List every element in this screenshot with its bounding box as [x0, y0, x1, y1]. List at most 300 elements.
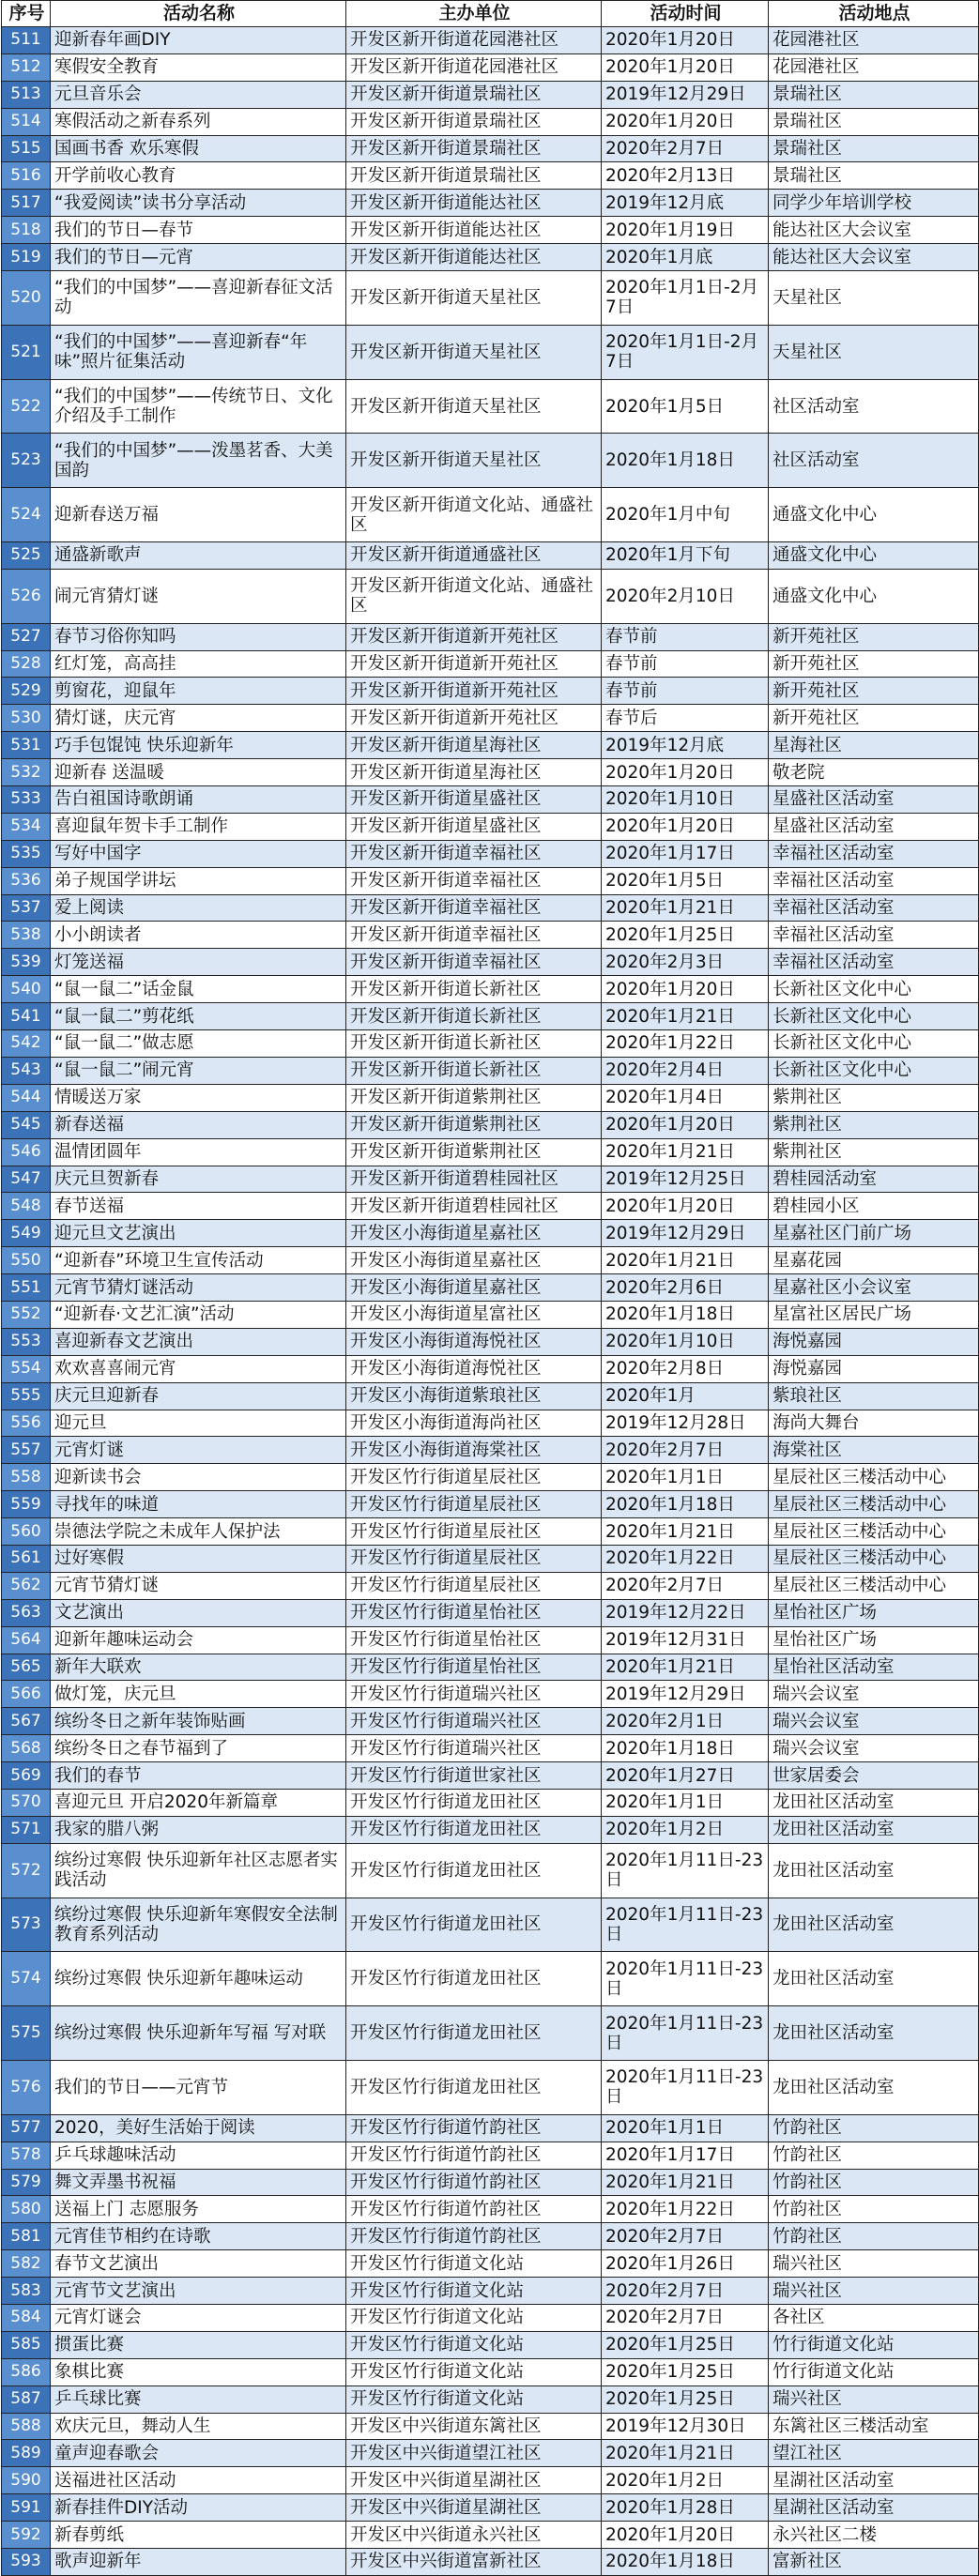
table-row	[2, 976, 979, 1003]
cell-seq: 578	[2, 2142, 51, 2169]
cell-time: 2020年1月20日	[602, 1193, 769, 1220]
cell-seq: 512	[2, 53, 51, 81]
cell-activity-name: 舞文弄墨书祝福	[51, 2169, 346, 2196]
cell-organizer: 开发区新开街道幸福社区	[346, 894, 602, 922]
cell-organizer: 开发区中兴街道东篱社区	[346, 2413, 602, 2440]
cell-seq: 573	[2, 1898, 51, 1952]
cell-location: 海悦嘉园	[769, 1355, 979, 1382]
cell-location: 星怡社区广场	[769, 1626, 979, 1654]
cell-time: 2020年1月21日	[602, 1138, 769, 1166]
cell-organizer: 开发区竹行街道龙田社区	[346, 1843, 602, 1898]
cell-time: 2019年12月29日	[602, 1681, 769, 1708]
cell-seq: 513	[2, 81, 51, 108]
cell-organizer: 开发区新开街道能达社区	[346, 244, 602, 271]
cell-seq: 550	[2, 1247, 51, 1274]
table-row	[2, 894, 979, 922]
cell-location: 竹行街道文化站	[769, 2331, 979, 2358]
cell-location: 瑞兴社区	[769, 2250, 979, 2278]
header-organizer: 主办单位	[346, 1, 602, 27]
cell-seq: 544	[2, 1084, 51, 1111]
cell-activity-name: 象棋比赛	[51, 2358, 346, 2385]
cell-time: 2020年1月11日-23日	[602, 1952, 769, 2006]
cell-location: 能达社区大会议室	[769, 217, 979, 244]
cell-organizer: 开发区新开街道星盛社区	[346, 786, 602, 814]
cell-organizer: 开发区新开街道新开苑社区	[346, 678, 602, 705]
cell-seq: 554	[2, 1355, 51, 1382]
cell-activity-name: 迎元旦文艺演出	[51, 1220, 346, 1247]
cell-organizer: 开发区新开街道花园港社区	[346, 27, 602, 54]
cell-location: 景瑞社区	[769, 108, 979, 135]
cell-seq: 529	[2, 678, 51, 705]
table-row	[2, 1789, 979, 1816]
table-row	[2, 2549, 979, 2576]
cell-organizer: 开发区新开街道长新社区	[346, 1003, 602, 1030]
table-row	[2, 271, 979, 326]
header-location: 活动地点	[769, 1, 979, 27]
cell-seq: 540	[2, 976, 51, 1003]
table-row	[2, 922, 979, 949]
cell-activity-name: “我们的中国梦”——传统节日、文化介绍及手工制作	[51, 379, 346, 434]
cell-seq: 581	[2, 2223, 51, 2250]
cell-activity-name: “鼠一鼠二”话金鼠	[51, 976, 346, 1003]
cell-location: 天星社区	[769, 271, 979, 326]
cell-time: 2020年1月22日	[602, 2196, 769, 2223]
table-row	[2, 1708, 979, 1735]
cell-organizer: 开发区竹行街道星怡社区	[346, 1626, 602, 1654]
cell-organizer: 开发区新开街道能达社区	[346, 217, 602, 244]
cell-time: 2020年2月13日	[602, 162, 769, 190]
table-row	[2, 650, 979, 678]
cell-time: 2020年1月25日	[602, 922, 769, 949]
table-row	[2, 1274, 979, 1302]
cell-time: 2020年1月18日	[602, 1735, 769, 1762]
cell-activity-name: 国画书香 欢乐寒假	[51, 135, 346, 162]
cell-location: 幸福社区活动室	[769, 922, 979, 949]
cell-organizer: 开发区竹行街道竹韵社区	[346, 2142, 602, 2169]
cell-location: 景瑞社区	[769, 81, 979, 108]
cell-organizer: 开发区竹行街道星辰社区	[346, 1464, 602, 1491]
cell-activity-name: 我们的节日—元宵	[51, 244, 346, 271]
table-row	[2, 1382, 979, 1410]
cell-time: 2020年2月7日	[602, 2304, 769, 2331]
cell-location: 社区活动室	[769, 434, 979, 488]
cell-location: 社区活动室	[769, 379, 979, 434]
table-row	[2, 1491, 979, 1518]
cell-time: 2020年2月7日	[602, 135, 769, 162]
header-seq: 序号	[2, 1, 51, 27]
cell-organizer: 开发区竹行街道文化站	[346, 2385, 602, 2413]
cell-location: 星嘉社区门前广场	[769, 1220, 979, 1247]
table-row	[2, 325, 979, 379]
table-row	[2, 1599, 979, 1626]
cell-activity-name: 我们的节日—春节	[51, 217, 346, 244]
cell-organizer: 开发区竹行街道龙田社区	[346, 1952, 602, 2006]
table-row	[2, 2494, 979, 2522]
cell-time: 2019年12月22日	[602, 1599, 769, 1626]
cell-location: 幸福社区活动室	[769, 840, 979, 867]
cell-location: 新开苑社区	[769, 650, 979, 678]
cell-seq: 574	[2, 1952, 51, 2006]
cell-organizer: 开发区小海街道星嘉社区	[346, 1274, 602, 1302]
cell-time: 2020年1月21日	[602, 1518, 769, 1546]
cell-seq: 564	[2, 1626, 51, 1654]
cell-time: 2020年2月8日	[602, 1355, 769, 1382]
cell-location: 龙田社区活动室	[769, 1952, 979, 2006]
cell-seq: 531	[2, 732, 51, 759]
cell-activity-name: “鼠一鼠二”做志愿	[51, 1030, 346, 1058]
cell-activity-name: 温情团圆年	[51, 1138, 346, 1166]
table-row	[2, 542, 979, 570]
cell-activity-name: 告白祖国诗歌朗诵	[51, 786, 346, 814]
cell-organizer: 开发区小海街道海棠社区	[346, 1437, 602, 1464]
cell-location: 竹韵社区	[769, 2223, 979, 2250]
cell-activity-name: 过好寒假	[51, 1545, 346, 1572]
cell-location: 新开苑社区	[769, 705, 979, 732]
cell-time: 2020年1月20日	[602, 2522, 769, 2549]
cell-location: 龙田社区活动室	[769, 1816, 979, 1843]
cell-seq: 577	[2, 2114, 51, 2142]
cell-activity-name: 我们的春节	[51, 1762, 346, 1790]
cell-seq: 515	[2, 135, 51, 162]
cell-seq: 526	[2, 569, 51, 623]
table-row	[2, 1111, 979, 1138]
cell-seq: 592	[2, 2522, 51, 2549]
cell-location: 竹行街道文化站	[769, 2358, 979, 2385]
cell-seq: 535	[2, 840, 51, 867]
cell-seq: 527	[2, 623, 51, 650]
cell-time: 2020年1月18日	[602, 1491, 769, 1518]
cell-organizer: 开发区新开街道天星社区	[346, 434, 602, 488]
cell-organizer: 开发区竹行街道竹韵社区	[346, 2114, 602, 2142]
cell-location: 碧桂园活动室	[769, 1166, 979, 1193]
table-row	[2, 1626, 979, 1654]
cell-activity-name: 乒乓球趣味活动	[51, 2142, 346, 2169]
table-row	[2, 2467, 979, 2494]
table-row	[2, 1301, 979, 1328]
cell-location: 长新社区文化中心	[769, 1057, 979, 1084]
cell-seq: 576	[2, 2060, 51, 2114]
cell-activity-name: 我家的腊八粥	[51, 1816, 346, 1843]
cell-seq: 556	[2, 1410, 51, 1437]
cell-activity-name: 元宵佳节相约在诗歌	[51, 2223, 346, 2250]
cell-location: 幸福社区活动室	[769, 949, 979, 976]
cell-seq: 569	[2, 1762, 51, 1790]
cell-seq: 511	[2, 27, 51, 54]
cell-time: 2019年12月30日	[602, 2413, 769, 2440]
cell-location: 星盛社区活动室	[769, 813, 979, 840]
cell-organizer: 开发区竹行街道文化站	[346, 2278, 602, 2305]
cell-activity-name: 通盛新歌声	[51, 542, 346, 570]
cell-activity-name: 欢欢喜喜闹元宵	[51, 1355, 346, 1382]
cell-organizer: 开发区新开街道幸福社区	[346, 867, 602, 894]
cell-activity-name: 情暖送万家	[51, 1084, 346, 1111]
cell-activity-name: “鼠一鼠二”剪花纸	[51, 1003, 346, 1030]
cell-location: 星嘉社区小会议室	[769, 1274, 979, 1302]
cell-activity-name: 新春剪纸	[51, 2522, 346, 2549]
cell-seq: 591	[2, 2494, 51, 2522]
cell-organizer: 开发区新开街道紫荆社区	[346, 1138, 602, 1166]
cell-activity-name: 喜迎元旦 开启2020年新篇章	[51, 1789, 346, 1816]
cell-organizer: 开发区新开街道天星社区	[346, 379, 602, 434]
cell-time: 2020年1月21日	[602, 1003, 769, 1030]
cell-organizer: 开发区新开街道天星社区	[346, 325, 602, 379]
table-row	[2, 1057, 979, 1084]
cell-time: 2019年12月28日	[602, 1410, 769, 1437]
cell-activity-name: “迎新春”环境卫生宣传活动	[51, 1247, 346, 1274]
table-row	[2, 2250, 979, 2278]
cell-seq: 567	[2, 1708, 51, 1735]
cell-time: 2020年1月1日	[602, 1789, 769, 1816]
cell-activity-name: 爱上阅读	[51, 894, 346, 922]
cell-location: 通盛文化中心	[769, 488, 979, 542]
cell-activity-name: 缤纷过寒假 快乐迎新年寒假安全法制教育系列活动	[51, 1898, 346, 1952]
cell-organizer: 开发区竹行街道龙田社区	[346, 2060, 602, 2114]
cell-time: 2020年1月18日	[602, 434, 769, 488]
table-row	[2, 623, 979, 650]
cell-activity-name: 迎新春送万福	[51, 488, 346, 542]
cell-seq: 579	[2, 2169, 51, 2196]
cell-location: 海尚大舞台	[769, 1410, 979, 1437]
table-row	[2, 135, 979, 162]
cell-activity-name: 春节送福	[51, 1193, 346, 1220]
cell-seq: 514	[2, 108, 51, 135]
cell-organizer: 开发区竹行街道瑞兴社区	[346, 1681, 602, 1708]
cell-seq: 524	[2, 488, 51, 542]
table-row	[2, 1193, 979, 1220]
cell-organizer: 开发区新开街道碧桂园社区	[346, 1166, 602, 1193]
cell-seq: 521	[2, 325, 51, 379]
cell-time: 2020年1月1日-2月7日	[602, 325, 769, 379]
table-row	[2, 1654, 979, 1681]
cell-seq: 571	[2, 1816, 51, 1843]
cell-seq: 559	[2, 1491, 51, 1518]
cell-activity-name: 元宵灯谜会	[51, 2304, 346, 2331]
table-row	[2, 2304, 979, 2331]
cell-activity-name: 送福进社区活动	[51, 2467, 346, 2494]
cell-organizer: 开发区新开街道长新社区	[346, 1030, 602, 1058]
cell-organizer: 开发区新开街道星海社区	[346, 732, 602, 759]
cell-seq: 557	[2, 1437, 51, 1464]
cell-location: 富新社区	[769, 2549, 979, 2576]
cell-time: 2020年1月11日-23日	[602, 2006, 769, 2061]
cell-seq: 575	[2, 2006, 51, 2061]
table-row	[2, 217, 979, 244]
cell-seq: 519	[2, 244, 51, 271]
cell-activity-name: 文艺演出	[51, 1599, 346, 1626]
cell-seq: 547	[2, 1166, 51, 1193]
cell-seq: 543	[2, 1057, 51, 1084]
cell-organizer: 开发区新开街道星海社区	[346, 759, 602, 786]
table-row	[2, 1898, 979, 1952]
table-row	[2, 162, 979, 190]
cell-time: 2020年2月7日	[602, 1437, 769, 1464]
table-row	[2, 1518, 979, 1546]
cell-organizer: 开发区新开街道幸福社区	[346, 949, 602, 976]
cell-activity-name: 缤纷过寒假 快乐迎新年写福 写对联	[51, 2006, 346, 2061]
cell-organizer: 开发区竹行街道竹韵社区	[346, 2196, 602, 2223]
cell-seq: 560	[2, 1518, 51, 1546]
table-row	[2, 1681, 979, 1708]
cell-time: 2020年1月20日	[602, 1111, 769, 1138]
cell-activity-name: 元旦音乐会	[51, 81, 346, 108]
cell-activity-name: 元宵节猜灯谜活动	[51, 1274, 346, 1302]
cell-organizer: 开发区新开街道文化站、通盛社区	[346, 488, 602, 542]
cell-location: 龙田社区活动室	[769, 2060, 979, 2114]
cell-organizer: 开发区新开街道新开苑社区	[346, 623, 602, 650]
cell-activity-name: 小小朗读者	[51, 922, 346, 949]
cell-activity-name: 缤纷过寒假 快乐迎新年社区志愿者实践活动	[51, 1843, 346, 1898]
cell-time: 2020年1月20日	[602, 108, 769, 135]
cell-organizer: 开发区新开街道星盛社区	[346, 813, 602, 840]
table-row	[2, 1030, 979, 1058]
cell-location: 星怡社区活动室	[769, 1654, 979, 1681]
cell-organizer: 开发区新开街道花园港社区	[346, 53, 602, 81]
cell-activity-name: 庆元旦迎新春	[51, 1382, 346, 1410]
cell-organizer: 开发区新开街道长新社区	[346, 1057, 602, 1084]
cell-time: 2020年1月底	[602, 244, 769, 271]
cell-location: 星辰社区三楼活动中心	[769, 1545, 979, 1572]
cell-seq: 548	[2, 1193, 51, 1220]
cell-location: 星辰社区三楼活动中心	[769, 1518, 979, 1546]
cell-seq: 589	[2, 2440, 51, 2467]
cell-time: 2020年1月18日	[602, 1301, 769, 1328]
cell-time: 2020年1月11日-23日	[602, 1898, 769, 1952]
cell-seq: 580	[2, 2196, 51, 2223]
cell-location: 紫荆社区	[769, 1138, 979, 1166]
cell-activity-name: 缤纷冬日之春节福到了	[51, 1735, 346, 1762]
cell-time: 2020年2月7日	[602, 2278, 769, 2305]
cell-time: 2020年1月2日	[602, 1816, 769, 1843]
cell-time: 2020年1月17日	[602, 2142, 769, 2169]
cell-time: 2019年12月29日	[602, 81, 769, 108]
cell-location: 新开苑社区	[769, 678, 979, 705]
cell-location: 长新社区文化中心	[769, 1003, 979, 1030]
table-row	[2, 1843, 979, 1898]
cell-location: 碧桂园小区	[769, 1193, 979, 1220]
cell-activity-name: 缤纷过寒假 快乐迎新年趣味运动	[51, 1952, 346, 2006]
cell-organizer: 开发区竹行街道星怡社区	[346, 1599, 602, 1626]
table-row	[2, 2169, 979, 2196]
cell-organizer: 开发区新开街道景瑞社区	[346, 162, 602, 190]
cell-time: 2020年2月7日	[602, 2223, 769, 2250]
table-row	[2, 2358, 979, 2385]
cell-time: 2020年1月4日	[602, 1084, 769, 1111]
cell-location: 永兴社区二楼	[769, 2522, 979, 2549]
cell-seq: 561	[2, 1545, 51, 1572]
cell-time: 2019年12月31日	[602, 1626, 769, 1654]
cell-location: 星辰社区三楼活动中心	[769, 1491, 979, 1518]
cell-organizer: 开发区小海街道星嘉社区	[346, 1220, 602, 1247]
cell-seq: 563	[2, 1599, 51, 1626]
cell-time: 春节前	[602, 650, 769, 678]
cell-activity-name: 送福上门 志愿服务	[51, 2196, 346, 2223]
table-row	[2, 2060, 979, 2114]
cell-location: 景瑞社区	[769, 135, 979, 162]
table-row	[2, 2114, 979, 2142]
cell-activity-name: “我们的中国梦”——泼墨茗香、大美国韵	[51, 434, 346, 488]
header-time: 活动时间	[602, 1, 769, 27]
cell-organizer: 开发区竹行街道龙田社区	[346, 2006, 602, 2061]
cell-organizer: 开发区竹行街道龙田社区	[346, 1816, 602, 1843]
table-row	[2, 1138, 979, 1166]
cell-activity-name: 开学前收心教育	[51, 162, 346, 190]
cell-location: 能达社区大会议室	[769, 244, 979, 271]
cell-time: 春节前	[602, 623, 769, 650]
cell-location: 通盛文化中心	[769, 542, 979, 570]
cell-seq: 590	[2, 2467, 51, 2494]
cell-organizer: 开发区新开街道幸福社区	[346, 922, 602, 949]
cell-organizer: 开发区中兴街道星湖社区	[346, 2494, 602, 2522]
cell-organizer: 开发区新开街道能达社区	[346, 190, 602, 217]
cell-seq: 585	[2, 2331, 51, 2358]
table-row	[2, 2278, 979, 2305]
cell-activity-name: 新春送福	[51, 1111, 346, 1138]
cell-time: 2020年1月20日	[602, 813, 769, 840]
cell-location: 星湖社区活动室	[769, 2494, 979, 2522]
table-row	[2, 2006, 979, 2061]
cell-location: 紫荆社区	[769, 1111, 979, 1138]
cell-time: 2020年2月1日	[602, 1708, 769, 1735]
cell-location: 竹韵社区	[769, 2196, 979, 2223]
cell-seq: 517	[2, 190, 51, 217]
table-row	[2, 2413, 979, 2440]
table-row	[2, 813, 979, 840]
cell-location: 龙田社区活动室	[769, 1789, 979, 1816]
cell-seq: 545	[2, 1111, 51, 1138]
cell-seq: 537	[2, 894, 51, 922]
cell-organizer: 开发区竹行街道龙田社区	[346, 1789, 602, 1816]
cell-activity-name: 春节习俗你知吗	[51, 623, 346, 650]
cell-activity-name: 红灯笼，高高挂	[51, 650, 346, 678]
cell-time: 2020年1月21日	[602, 1247, 769, 1274]
cell-seq: 532	[2, 759, 51, 786]
cell-time: 2020年1月2日	[602, 2467, 769, 2494]
cell-time: 2019年12月29日	[602, 1220, 769, 1247]
table-row	[2, 867, 979, 894]
cell-activity-name: 闹元宵猜灯谜	[51, 569, 346, 623]
cell-organizer: 开发区中兴街道永兴社区	[346, 2522, 602, 2549]
cell-activity-name: “鼠一鼠二”闹元宵	[51, 1057, 346, 1084]
cell-time: 2020年1月20日	[602, 759, 769, 786]
cell-time: 春节前	[602, 678, 769, 705]
header-row	[2, 1, 979, 27]
cell-seq: 582	[2, 2250, 51, 2278]
cell-activity-name: 童声迎春歌会	[51, 2440, 346, 2467]
cell-location: 竹韵社区	[769, 2114, 979, 2142]
cell-location: 海悦嘉园	[769, 1328, 979, 1355]
table-row	[2, 2142, 979, 2169]
cell-seq: 530	[2, 705, 51, 732]
table-row	[2, 488, 979, 542]
table-row	[2, 1410, 979, 1437]
cell-location: 天星社区	[769, 325, 979, 379]
cell-location: 瑞兴社区	[769, 2385, 979, 2413]
cell-location: 龙田社区活动室	[769, 2006, 979, 2061]
cell-organizer: 开发区竹行街道星辰社区	[346, 1491, 602, 1518]
cell-organizer: 开发区小海街道星富社区	[346, 1301, 602, 1328]
cell-seq: 520	[2, 271, 51, 326]
table-body	[2, 27, 979, 2576]
cell-activity-name: 崇德法学院之未成年人保护法	[51, 1518, 346, 1546]
cell-time: 2020年1月1日	[602, 1464, 769, 1491]
cell-time: 2020年2月10日	[602, 569, 769, 623]
cell-time: 2020年2月7日	[602, 1572, 769, 1599]
table-row	[2, 1247, 979, 1274]
cell-seq: 584	[2, 2304, 51, 2331]
cell-time: 2020年1月20日	[602, 53, 769, 81]
cell-activity-name: 猜灯谜，庆元宵	[51, 705, 346, 732]
cell-time: 2020年1月22日	[602, 1545, 769, 1572]
